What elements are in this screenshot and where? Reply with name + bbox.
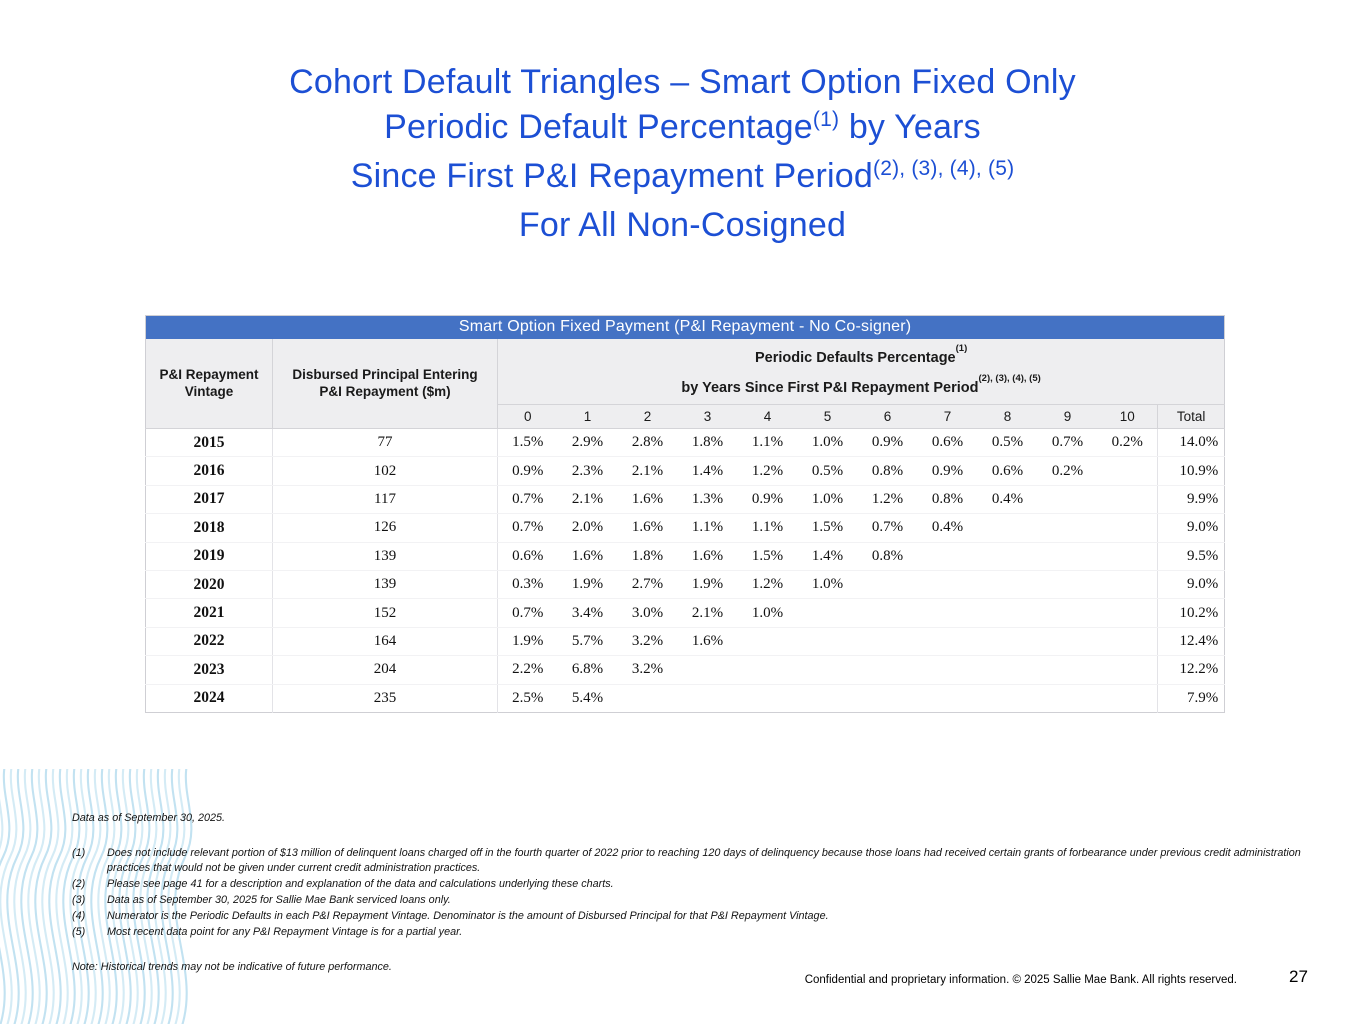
footnote-ref-1: (1) (955, 343, 968, 355)
title-line-2: Periodic Default Percentage$^{(1)}$ by Years (384, 108, 981, 146)
disbursed-cell: 139 (273, 570, 498, 598)
footnote-text: Most recent data point for any P&I Repayment Vintage is for a partial year. (107, 926, 463, 938)
default-pct-cell: 1.4% (678, 457, 738, 485)
default-pct-cell: 3.2% (618, 656, 678, 684)
total-cell: 7.9% (1158, 684, 1225, 712)
year-column-header: 0 (498, 405, 558, 429)
default-pct-cell: 0.7% (498, 599, 558, 627)
total-cell: 12.2% (1158, 656, 1225, 684)
year-column-header: 3 (678, 405, 738, 429)
disbursed-cell: 117 (273, 485, 498, 513)
default-pct-cell: 2.1% (618, 457, 678, 485)
default-pct-cell: 1.8% (678, 429, 738, 457)
default-pct-cell: 1.0% (798, 570, 858, 598)
vintage-cell: 2018 (146, 514, 273, 542)
title-line-4: For All Non-Cosigned (518, 206, 847, 244)
default-pct-cell: 3.0% (618, 599, 678, 627)
year-column-header: 7 (918, 405, 978, 429)
periodic-defaults-header-line1: Periodic Defaults Percentage$^{(1)}$ (754, 343, 968, 367)
default-pct-cell (918, 627, 978, 655)
default-pct-cell (858, 570, 918, 598)
disbursed-column-header: Disbursed Principal Entering P&I Repayment ($m) (273, 339, 498, 429)
year-column-header: 9 (1038, 405, 1098, 429)
year-column-header: 2 (618, 405, 678, 429)
default-pct-cell (858, 656, 918, 684)
default-pct-cell: 2.8% (618, 429, 678, 457)
footnote-item (72, 846, 1312, 877)
default-pct-cell (1038, 627, 1098, 655)
year-column-header: 10 (1098, 405, 1158, 429)
disbursed-cell: 139 (273, 542, 498, 570)
default-pct-cell (918, 599, 978, 627)
slide-title (0, 60, 1365, 248)
table-row (146, 656, 1225, 684)
default-pct-cell: 0.2% (1038, 457, 1098, 485)
footnote-item (72, 925, 1312, 941)
default-pct-cell (678, 656, 738, 684)
vintage-cell: 2020 (146, 570, 273, 598)
footnote-text: Please see page 41 for a description and explanation of the data and calculations underlying these charts. (107, 878, 614, 890)
default-pct-cell: 1.6% (618, 485, 678, 513)
cohort-default-table (145, 315, 1225, 713)
vintage-cell: 2023 (146, 656, 273, 684)
disbursed-cell: 164 (273, 627, 498, 655)
default-pct-cell: 1.6% (558, 542, 618, 570)
default-pct-cell: 1.1% (678, 514, 738, 542)
year-column-header: 5 (798, 405, 858, 429)
default-pct-cell: 1.4% (798, 542, 858, 570)
table-row (146, 485, 1225, 513)
vintage-cell: 2022 (146, 627, 273, 655)
default-pct-cell: 1.3% (678, 485, 738, 513)
title-line-3: Since First P&I Repayment Period$^{(2), (3), (4), (5)}$ (350, 157, 1015, 195)
default-pct-cell (858, 599, 918, 627)
year-column-header: 8 (978, 405, 1038, 429)
default-pct-cell (978, 514, 1038, 542)
default-pct-cell: 1.2% (738, 457, 798, 485)
footnote-text: Data as of September 30, 2025 for Sallie Mae Bank serviced loans only. (107, 894, 451, 906)
default-pct-cell: 0.4% (918, 514, 978, 542)
total-cell: 9.0% (1158, 570, 1225, 598)
default-pct-cell (978, 656, 1038, 684)
default-pct-cell (1038, 599, 1098, 627)
footnote-item (72, 893, 1312, 909)
default-pct-cell: 5.4% (558, 684, 618, 712)
default-pct-cell: 0.6% (918, 429, 978, 457)
default-pct-cell: 0.7% (498, 514, 558, 542)
default-pct-cell (1098, 542, 1158, 570)
footnote-marker: (5) (72, 926, 86, 938)
default-pct-cell: 0.6% (978, 457, 1038, 485)
default-pct-cell (1038, 542, 1098, 570)
default-pct-cell: 1.5% (738, 542, 798, 570)
default-pct-cell (798, 627, 858, 655)
table-body (146, 429, 1225, 713)
default-pct-cell: 1.5% (498, 429, 558, 457)
footnote-ref-1: (1) (812, 108, 840, 131)
default-pct-cell: 1.9% (678, 570, 738, 598)
title-line-1: Cohort Default Triangles – Smart Option Fixed Only (289, 63, 1076, 101)
table-row (146, 684, 1225, 712)
footnote-refs-2345: (2), (3), (4), (5) (873, 157, 1015, 180)
default-pct-cell (978, 684, 1038, 712)
periodic-defaults-header (498, 339, 1225, 405)
default-pct-cell: 2.2% (498, 656, 558, 684)
footnotes (72, 811, 1312, 975)
default-pct-cell (1098, 570, 1158, 598)
table-row (146, 457, 1225, 485)
year-column-header: 6 (858, 405, 918, 429)
footnote-refs-2345: (2), (3), (4), (5) (978, 373, 1041, 385)
default-pct-cell: 0.2% (1098, 429, 1158, 457)
default-pct-cell (918, 684, 978, 712)
default-pct-cell: 0.8% (858, 542, 918, 570)
default-pct-cell (1038, 514, 1098, 542)
default-pct-cell: 0.9% (498, 457, 558, 485)
footnote-marker: (1) (72, 846, 86, 859)
default-pct-cell (978, 599, 1038, 627)
default-pct-cell: 2.0% (558, 514, 618, 542)
default-pct-cell (858, 684, 918, 712)
disbursed-cell: 102 (273, 457, 498, 485)
default-pct-cell: 1.0% (738, 599, 798, 627)
default-pct-cell: 2.3% (558, 457, 618, 485)
default-pct-cell (1098, 684, 1158, 712)
default-pct-cell (1098, 656, 1158, 684)
default-pct-cell: 0.8% (858, 457, 918, 485)
default-pct-cell (1098, 599, 1158, 627)
default-pct-cell (918, 542, 978, 570)
default-pct-cell: 0.9% (858, 429, 918, 457)
data-as-of: Data as of September 30, 2025. (72, 812, 226, 824)
footnote-marker: (4) (72, 910, 86, 922)
default-pct-cell: 0.9% (738, 485, 798, 513)
default-pct-cell (978, 570, 1038, 598)
vintage-cell: 2017 (146, 485, 273, 513)
vintage-cell: 2015 (146, 429, 273, 457)
footnote-marker: (3) (72, 894, 86, 906)
default-pct-cell: 0.7% (858, 514, 918, 542)
default-pct-cell (1038, 684, 1098, 712)
table-row (146, 542, 1225, 570)
vintage-column-header: P&I Repayment Vintage (146, 339, 273, 429)
default-pct-cell: 0.5% (978, 429, 1038, 457)
default-pct-cell: 2.7% (618, 570, 678, 598)
default-pct-cell: 1.0% (798, 485, 858, 513)
default-pct-cell: 3.2% (618, 627, 678, 655)
total-column-header: Total (1158, 405, 1225, 429)
default-pct-cell (1098, 485, 1158, 513)
year-column-header: 4 (738, 405, 798, 429)
note-line: Note: Historical trends may not be indicative of future performance. (72, 960, 392, 973)
default-pct-cell: 0.6% (498, 542, 558, 570)
default-pct-cell: 1.2% (858, 485, 918, 513)
default-pct-cell: 3.4% (558, 599, 618, 627)
total-cell: 9.9% (1158, 485, 1225, 513)
default-pct-cell (918, 656, 978, 684)
vintage-cell: 2019 (146, 542, 273, 570)
default-pct-cell (918, 570, 978, 598)
default-pct-cell: 1.6% (678, 627, 738, 655)
table-row (146, 570, 1225, 598)
table-row (146, 599, 1225, 627)
table-row (146, 429, 1225, 457)
total-cell: 14.0% (1158, 429, 1225, 457)
default-pct-cell (798, 656, 858, 684)
default-pct-cell: 0.7% (498, 485, 558, 513)
default-pct-cell (798, 599, 858, 627)
default-pct-cell (738, 656, 798, 684)
default-pct-cell: 1.9% (498, 627, 558, 655)
default-pct-cell (978, 627, 1038, 655)
disbursed-cell: 204 (273, 656, 498, 684)
default-pct-cell: 0.8% (918, 485, 978, 513)
disbursed-cell: 77 (273, 429, 498, 457)
table-row (146, 514, 1225, 542)
default-pct-cell (1098, 457, 1158, 485)
default-pct-cell: 1.0% (798, 429, 858, 457)
total-cell: 9.5% (1158, 542, 1225, 570)
vintage-cell: 2016 (146, 457, 273, 485)
vintage-cell: 2021 (146, 599, 273, 627)
default-pct-cell (1038, 656, 1098, 684)
default-pct-cell (978, 542, 1038, 570)
default-pct-cell: 1.1% (738, 514, 798, 542)
default-pct-cell: 5.7% (558, 627, 618, 655)
disbursed-cell: 152 (273, 599, 498, 627)
default-pct-cell: 1.9% (558, 570, 618, 598)
default-pct-cell: 2.1% (678, 599, 738, 627)
footnote-text: Does not include relevant portion of $13 million of delinquent loans charged off in the fourth quarter of 2022 prior to reaching 120 days of delinquency because those loans had received certain grants of forbearance under previous credit administration practices that would not be given under current credit administration practices. (107, 846, 1301, 874)
default-pct-cell: 1.2% (738, 570, 798, 598)
total-cell: 12.4% (1158, 627, 1225, 655)
table-row (146, 627, 1225, 655)
total-cell: 10.9% (1158, 457, 1225, 485)
default-pct-cell (1098, 627, 1158, 655)
default-pct-cell: 1.8% (618, 542, 678, 570)
default-pct-cell: 0.7% (1038, 429, 1098, 457)
footer-confidential: Confidential and proprietary information. © 2025 Sallie Mae Bank. All rights reserved. (804, 974, 1237, 986)
table-banner: Smart Option Fixed Payment (P&I Repayment - No Co-signer) (146, 316, 1225, 339)
default-pct-cell (1038, 485, 1098, 513)
default-pct-cell (738, 684, 798, 712)
default-pct-cell (1038, 570, 1098, 598)
default-pct-cell: 2.5% (498, 684, 558, 712)
disbursed-cell: 126 (273, 514, 498, 542)
default-pct-cell: 0.3% (498, 570, 558, 598)
periodic-defaults-header-line2: by Years Since First P&I Repayment Period$^{(2), (3), (4), (5)}$ (681, 373, 1041, 397)
default-pct-cell (798, 684, 858, 712)
default-pct-cell: 2.1% (558, 485, 618, 513)
default-pct-cell: 6.8% (558, 656, 618, 684)
default-pct-cell (858, 627, 918, 655)
total-cell: 10.2% (1158, 599, 1225, 627)
default-pct-cell: 0.4% (978, 485, 1038, 513)
total-cell: 9.0% (1158, 514, 1225, 542)
footnote-marker: (2) (72, 878, 86, 890)
default-pct-cell (738, 627, 798, 655)
disbursed-cell: 235 (273, 684, 498, 712)
default-pct-cell: 0.9% (918, 457, 978, 485)
default-pct-cell: 1.6% (678, 542, 738, 570)
default-pct-cell: 1.5% (798, 514, 858, 542)
default-pct-cell: 1.1% (738, 429, 798, 457)
default-pct-cell (678, 684, 738, 712)
page-number: 27 (1289, 967, 1308, 986)
default-pct-cell (1098, 514, 1158, 542)
footnote-item (72, 877, 1312, 893)
vintage-cell: 2024 (146, 684, 273, 712)
default-pct-cell: 1.6% (618, 514, 678, 542)
default-pct-cell: 2.9% (558, 429, 618, 457)
footnote-item (72, 909, 1312, 925)
year-column-header: 1 (558, 405, 618, 429)
default-pct-cell: 0.5% (798, 457, 858, 485)
footnote-text: Numerator is the Periodic Defaults in each P&I Repayment Vintage. Denominator is the amount of Disbursed Principal for that P&I Repayment Vintage. (107, 910, 829, 922)
default-pct-cell (618, 684, 678, 712)
